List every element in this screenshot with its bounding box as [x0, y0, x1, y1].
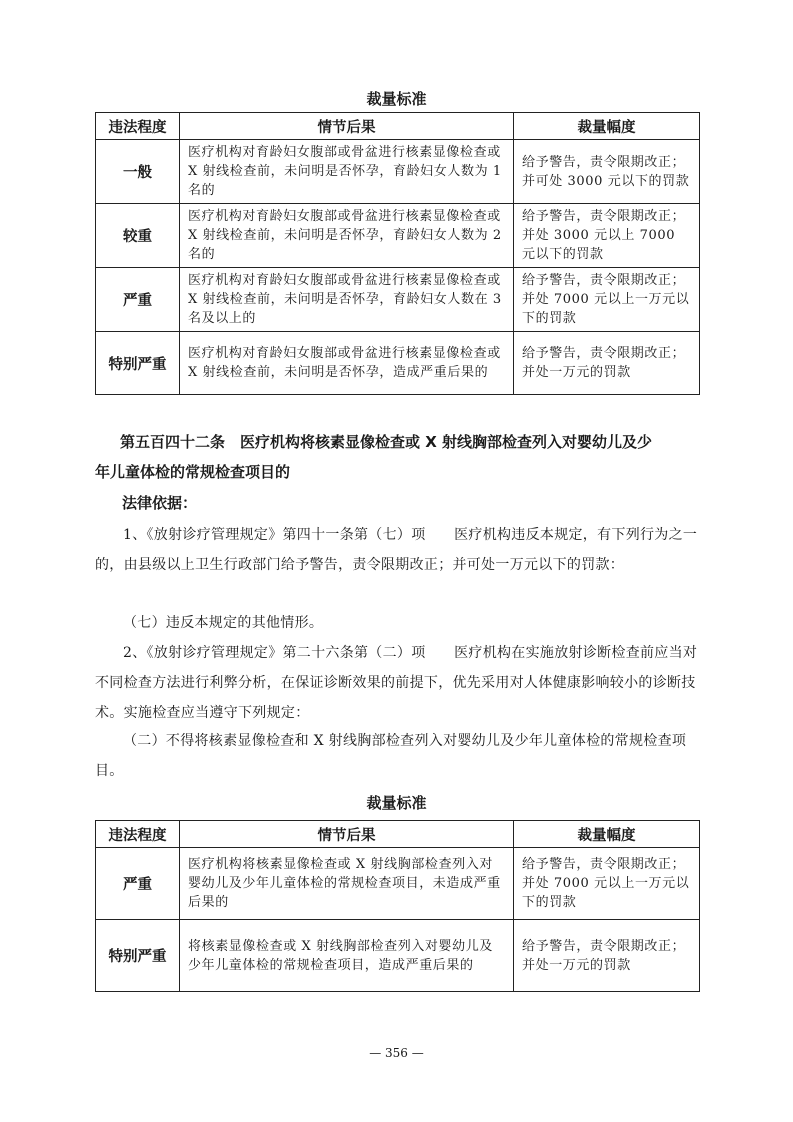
table1-caption: 裁量标准	[366, 90, 427, 108]
table-row	[96, 204, 700, 268]
circumstance-cell: 医疗机构对育龄妇女腹部或骨盆进行核素显像检查或 X 射线检查前，未问明是否怀孕，育龄妇女人数为 2 名的	[180, 204, 514, 268]
circumstance-cell: 将核素显像检查或 X 射线胸部检查列入对婴幼儿及少年儿童体检的常规检查项目，造成严重后果的	[180, 920, 514, 992]
column-header-penalty: 裁量幅度	[514, 821, 700, 848]
column-header-circumstance: 情节后果	[180, 113, 514, 140]
level-cell: 特别严重	[96, 920, 180, 992]
paragraph-text: （二）不得将核素显像检查和 X 射线胸部检查列入对婴幼儿及少年儿童体检的常规检查项目。	[95, 733, 687, 779]
level-cell: 严重	[96, 268, 180, 332]
circumstance-cell: 医疗机构将核素显像检查或 X 射线胸部检查列入对婴幼儿及少年儿童体检的常规检查项目，未造成严重后果的	[180, 848, 514, 920]
level-cell: 严重	[96, 848, 180, 920]
column-header-level: 违法程度	[96, 821, 180, 848]
penalty-cell: 给予警告，责令限期改正；并处 7000 元以上一万元以下的罚款	[514, 848, 700, 920]
legal-basis-paragraph-2	[95, 608, 705, 638]
table-row	[96, 920, 700, 992]
article-heading	[95, 427, 705, 487]
level-cell: 较重	[96, 204, 180, 268]
column-header-circumstance: 情节后果	[180, 821, 514, 848]
level-cell: 特别严重	[96, 332, 180, 395]
legal-basis-paragraph-1	[95, 520, 705, 580]
table1-header-row	[96, 113, 700, 140]
legal-basis-paragraph-4	[95, 726, 705, 786]
penalty-cell: 给予警告，责令限期改正；并处一万元的罚款	[514, 332, 700, 395]
paragraph-text: 1、《放射诊疗管理规定》第四十一条第（七）项 医疗机构违反本规定，有下列行为之一的，由县级以上卫生行政部门给予警告，责令限期改正；并可处一万元以下的罚款：	[95, 527, 698, 573]
table2-caption: 裁量标准	[366, 794, 427, 812]
circumstance-cell: 医疗机构对育龄妇女腹部或骨盆进行核素显像检查或 X 射线检查前，未问明是否怀孕，育龄妇女人数为 1 名的	[180, 140, 514, 204]
penalty-cell: 给予警告，责令限期改正；并可处 3000 元以下的罚款	[514, 140, 700, 204]
paragraph-text: （七）违反本规定的其他情形。	[123, 615, 324, 631]
column-header-level: 违法程度	[96, 113, 180, 140]
penalty-cell: 给予警告，责令限期改正；并处一万元的罚款	[514, 920, 700, 992]
table2-header-row	[96, 821, 700, 848]
table-row	[96, 268, 700, 332]
table1-discretion-standard	[95, 112, 700, 395]
legal-basis-label: 法律依据：	[122, 494, 198, 512]
level-cell: 一般	[96, 140, 180, 204]
column-header-penalty: 裁量幅度	[514, 113, 700, 140]
article-title-line1: 第五百四十二条 医疗机构将核素显像检查或 X 射线胸部检查列入对婴幼儿及少	[120, 433, 653, 451]
paragraph-text: 2、《放射诊疗管理规定》第二十六条第（二）项 医疗机构在实施放射诊断检查前应当对不同检查方法进行利弊分析，在保证诊断效果的前提下，优先采用对人体健康影响较小的诊断技术。实施检查应当遵守下列规定：	[95, 645, 698, 721]
penalty-cell: 给予警告，责令限期改正；并处 7000 元以上一万元以下的罚款	[514, 268, 700, 332]
table-row	[96, 848, 700, 920]
circumstance-cell: 医疗机构对育龄妇女腹部或骨盆进行核素显像检查或 X 射线检查前，未问明是否怀孕，造成严重后果的	[180, 332, 514, 395]
circumstance-cell: 医疗机构对育龄妇女腹部或骨盆进行核素显像检查或 X 射线检查前，未问明是否怀孕，育龄妇女人数在 3 名及以上的	[180, 268, 514, 332]
article-title-line2: 年儿童体检的常规检查项目的	[95, 463, 291, 481]
table-row	[96, 140, 700, 204]
table-row	[96, 332, 700, 395]
table2-discretion-standard	[95, 820, 700, 992]
page-number: — 356 —	[369, 1046, 424, 1060]
legal-basis-paragraph-3	[95, 638, 705, 728]
penalty-cell: 给予警告，责令限期改正；并处 3000 元以上 7000 元以下的罚款	[514, 204, 700, 268]
